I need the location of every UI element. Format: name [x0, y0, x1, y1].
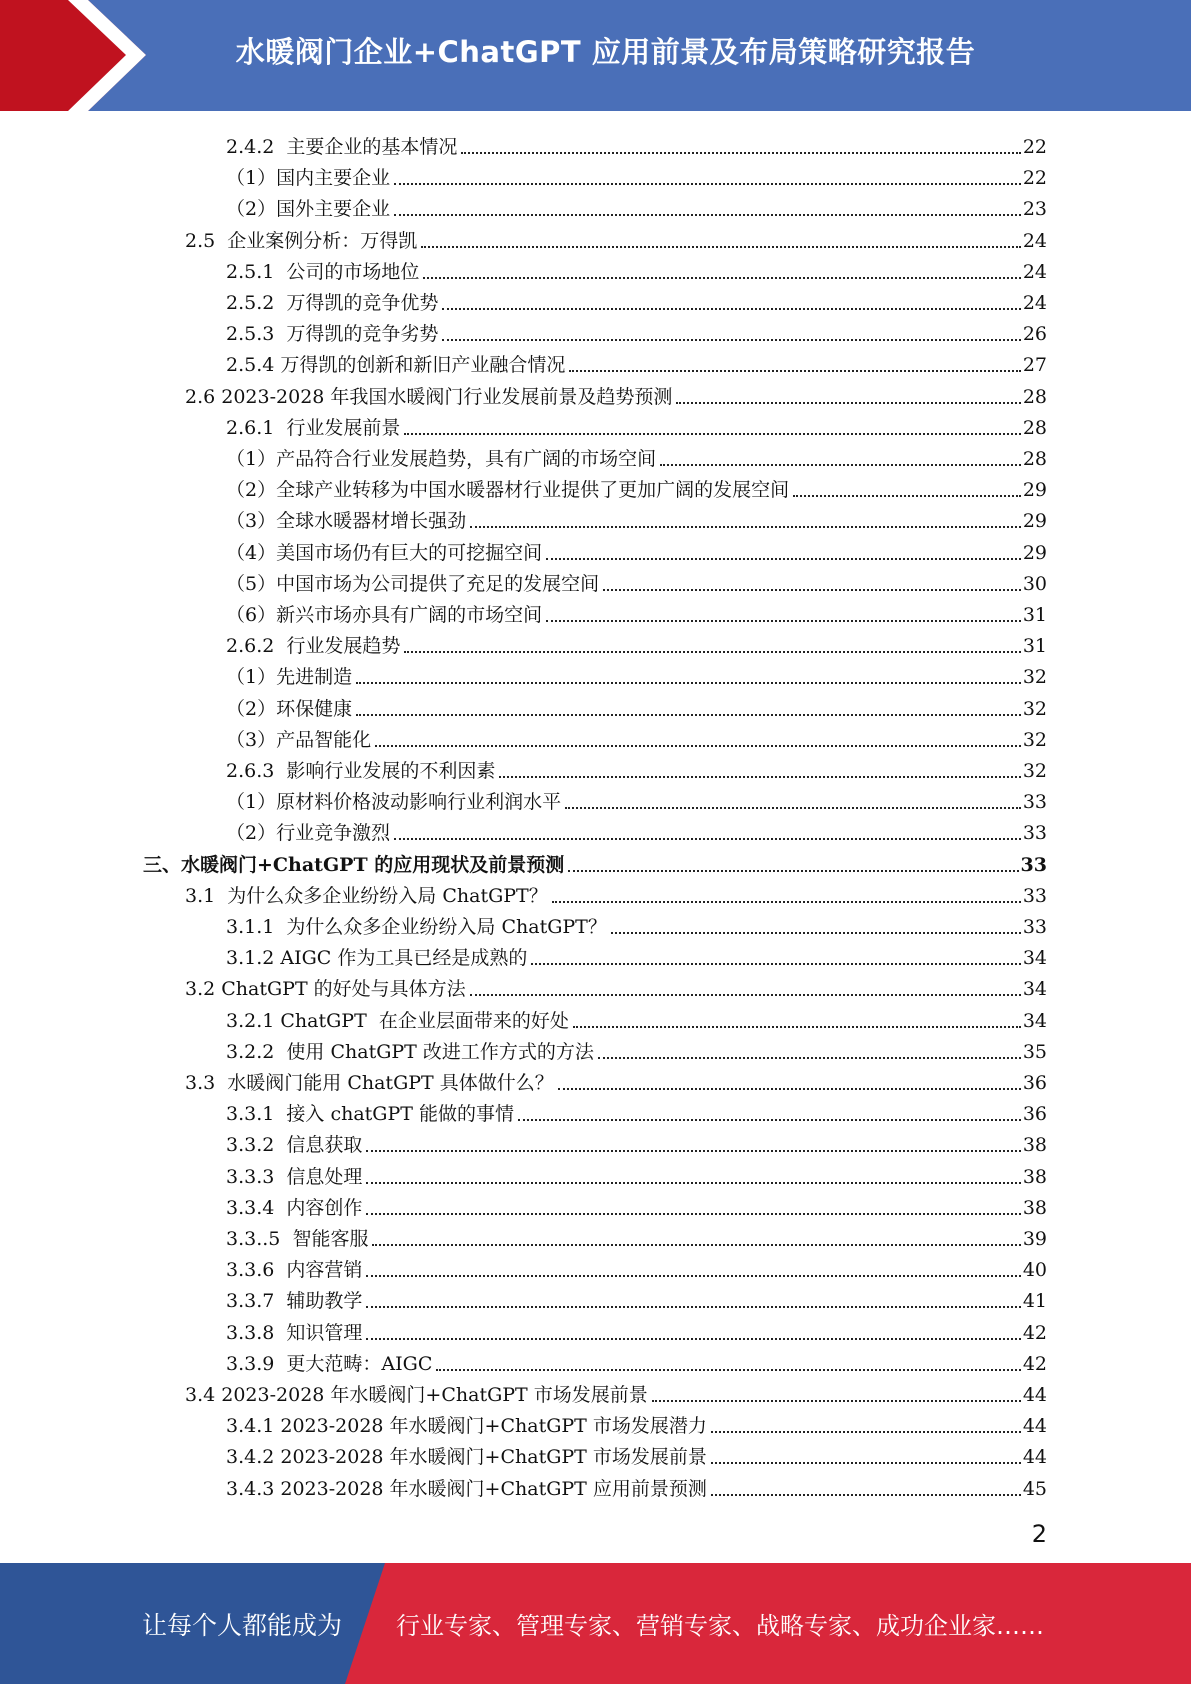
toc-entry-page: 23 [1022, 198, 1047, 221]
toc-entry[interactable] [226, 1251, 1047, 1282]
toc-entry-page: 34 [1022, 947, 1047, 970]
toc-entry-title: （5）中国市场为公司提供了充足的发展空间 [226, 572, 600, 595]
toc-entry-title: （6）新兴市场亦具有广阔的市场空间 [226, 604, 543, 626]
toc-entry[interactable] [185, 970, 1047, 1001]
toc-entry-title: 3.2.2 使用 ChatGPT 改进工作方式的方法 [226, 1040, 594, 1063]
toc-entry-title: （2）行业竞争激烈 [226, 822, 391, 845]
toc-dot-leader [568, 870, 1018, 872]
page-number: 2 [1031, 1520, 1047, 1548]
toc-dot-leader [531, 963, 1020, 965]
toc-entry[interactable] [226, 440, 1047, 471]
toc-entry[interactable] [226, 596, 1047, 627]
report-title: 水暖阀门企业+ChatGPT 应用前景及布局策略研究报告 [235, 34, 976, 69]
toc-dot-leader [499, 776, 1020, 778]
toc-dot-leader [404, 651, 1020, 653]
toc-entry[interactable] [226, 908, 1047, 939]
toc-entry-page: 27 [1022, 354, 1047, 377]
toc-entry-page: 42 [1022, 1352, 1047, 1375]
toc-entry-page: 31 [1022, 604, 1047, 626]
toc-dot-leader [676, 402, 1020, 404]
toc-entry-page: 36 [1022, 1103, 1047, 1126]
toc-entry-title: 2.5 企业案例分析：万得凯 [185, 229, 418, 252]
toc-entry[interactable] [185, 1376, 1047, 1407]
toc-dot-leader [569, 370, 1020, 372]
toc-entry-page: 35 [1022, 1040, 1047, 1063]
toc-entry-page: 32 [1022, 728, 1047, 751]
toc-entry[interactable] [226, 1407, 1047, 1438]
toc-dot-leader [366, 1338, 1020, 1340]
toc-entry-page: 29 [1022, 479, 1047, 502]
toc-entry-title: 3.4 2023-2028 年水暖阀门+ChatGPT 市场发展前景 [185, 1384, 648, 1406]
toc-entry[interactable] [226, 1158, 1047, 1189]
toc-entry[interactable] [226, 471, 1047, 502]
toc-dot-leader [611, 932, 1021, 934]
toc-dot-leader [603, 589, 1021, 591]
toc-entry[interactable] [226, 721, 1047, 752]
toc-entry[interactable] [226, 752, 1047, 783]
toc-entry[interactable] [226, 1033, 1047, 1064]
toc-entry[interactable] [226, 690, 1047, 721]
header-band [0, 0, 1191, 111]
toc-entry[interactable] [226, 159, 1047, 190]
toc-entry-page: 22 [1022, 167, 1047, 190]
toc-entry[interactable] [226, 814, 1047, 845]
toc-entry[interactable] [143, 846, 1047, 877]
toc-entry-title: 2.5.2 万得凯的竞争优势 [226, 292, 439, 314]
toc-entry[interactable] [226, 1470, 1047, 1501]
toc-entry-page: 24 [1022, 292, 1047, 314]
toc-entry[interactable] [226, 1220, 1047, 1251]
toc-entry-page: 33 [1022, 791, 1047, 814]
toc-dot-leader [366, 1213, 1020, 1215]
toc-entry-page: 38 [1022, 1196, 1047, 1219]
toc-dot-leader [394, 214, 1021, 216]
toc-entry[interactable] [226, 1345, 1047, 1376]
toc-entry-title: 3.3.6 内容营销 [226, 1259, 363, 1282]
toc-entry-title: 3.1 为什么众多企业纷纷入局 ChatGPT？ [185, 884, 548, 907]
toc-entry-page: 42 [1022, 1321, 1047, 1344]
toc-entry[interactable] [185, 1064, 1047, 1095]
toc-dot-leader [660, 464, 1021, 466]
toc-dot-leader [711, 1431, 1021, 1433]
toc-entry-page: 34 [1022, 978, 1047, 1001]
toc-entry-title: 3.3.3 信息处理 [226, 1165, 363, 1188]
toc-entry-page: 26 [1022, 323, 1047, 346]
toc-entry-title: 3.3.9 更大范畴：AIGC [226, 1352, 433, 1375]
toc-entry-title: 3.2.1 ChatGPT 在企业层面带来的好处 [226, 1009, 569, 1032]
toc-entry-title: （1）先进制造 [226, 666, 353, 689]
toc-entry-title: （2）全球产业转移为中国水暖器材行业提供了更加广阔的发展空间 [226, 479, 790, 502]
toc-entry[interactable] [226, 1314, 1047, 1345]
toc-entry-title: 3.3..5 智能客服 [226, 1228, 369, 1250]
toc-entry-page: 28 [1022, 416, 1047, 439]
toc-entry[interactable] [226, 1002, 1047, 1033]
toc-entry-page: 39 [1022, 1228, 1047, 1250]
toc-entry-page: 33 [1022, 884, 1047, 907]
toc-entry-title: 3.2 ChatGPT 的好处与具体方法 [185, 978, 466, 1001]
toc-entry-title: （1）产品符合行业发展趋势，具有广阔的市场空间 [226, 448, 657, 470]
toc-entry-page: 41 [1022, 1290, 1047, 1313]
toc-entry-page: 29 [1022, 510, 1047, 533]
toc-entry[interactable] [226, 1126, 1047, 1157]
toc-dot-leader [711, 1462, 1021, 1464]
toc-entry-title: 2.5.4 万得凯的创新和新旧产业融合情况 [226, 354, 566, 377]
toc-dot-leader [394, 838, 1021, 840]
toc-dot-leader [470, 994, 1021, 996]
toc-entry[interactable] [185, 378, 1047, 409]
toc-entry-title: 2.6.1 行业发展前景 [226, 416, 401, 439]
toc-dot-leader [366, 1275, 1020, 1277]
toc-dot-leader [598, 1057, 1021, 1059]
toc-entry-page: 32 [1022, 760, 1047, 782]
toc-entry-title: （3）产品智能化 [226, 728, 372, 751]
toc-entry-title: 3.4.1 2023-2028 年水暖阀门+ChatGPT 市场发展潜力 [226, 1415, 707, 1438]
toc-entry-page: 36 [1022, 1072, 1047, 1094]
toc-entry-title: 3.1.1 为什么众多企业纷纷入局 ChatGPT？ [226, 916, 607, 938]
toc-dot-leader [366, 1182, 1020, 1184]
toc-dot-leader [552, 901, 1021, 903]
toc-entry-page: 40 [1022, 1259, 1047, 1282]
toc-dot-leader [375, 745, 1021, 747]
toc-entry-page: 22 [1022, 136, 1047, 158]
toc-entry[interactable] [226, 284, 1047, 315]
toc-dot-leader [394, 183, 1021, 185]
toc-dot-leader [372, 1244, 1020, 1246]
toc-entry-title: （3）全球水暖器材增长强劲 [226, 510, 467, 533]
toc-dot-leader [518, 1119, 1021, 1121]
toc-entry-title: 3.3.7 辅助教学 [226, 1290, 363, 1313]
toc-entry-page: 29 [1022, 541, 1047, 564]
toc-entry-page: 32 [1022, 666, 1047, 689]
footer-slogan-right: 行业专家、管理专家、营销专家、战略专家、成功企业家…… [396, 1612, 1044, 1640]
toc-entry-page: 28 [1022, 448, 1047, 470]
toc-entry-page: 30 [1022, 572, 1047, 595]
toc-entry[interactable] [226, 128, 1047, 159]
toc-entry[interactable] [185, 877, 1047, 908]
toc-entry-page: 24 [1022, 229, 1047, 252]
toc-entry-title: 2.5.3 万得凯的竞争劣势 [226, 323, 439, 346]
toc-dot-leader [652, 1400, 1021, 1402]
toc-entry-title: （2）国外主要企业 [226, 198, 391, 221]
toc-dot-leader [436, 1369, 1020, 1371]
toc-entry-page: 28 [1022, 385, 1047, 408]
toc-entry-title: 3.3.1 接入 chatGPT 能做的事情 [226, 1103, 514, 1126]
toc-dot-leader [442, 308, 1020, 310]
toc-dot-leader [793, 495, 1021, 497]
toc-dot-leader [423, 277, 1020, 279]
toc-entry[interactable] [226, 627, 1047, 658]
toc-entry[interactable] [226, 658, 1047, 689]
toc-entry-page: 31 [1022, 635, 1047, 658]
toc-entry-title: 2.6.3 影响行业发展的不利因素 [226, 760, 496, 782]
toc-entry[interactable] [226, 565, 1047, 596]
toc-entry-title: 3.3.4 内容创作 [226, 1196, 363, 1219]
toc-dot-leader [565, 807, 1021, 809]
toc-entry[interactable] [185, 222, 1047, 253]
toc-entry-title: 3.1.2 AIGC 作为工具已经是成熟的 [226, 947, 528, 970]
toc-entry[interactable] [226, 346, 1047, 377]
footer-slogan-left: 让每个人都能成为 [142, 1610, 343, 1640]
toc-entry-title: （1）原材料价格波动影响行业利润水平 [226, 791, 562, 814]
toc-entry-page: 33 [1022, 916, 1047, 938]
toc-dot-leader [356, 682, 1021, 684]
toc-entry[interactable] [226, 534, 1047, 565]
toc-entry-page: 34 [1022, 1009, 1047, 1032]
toc-entry[interactable] [226, 253, 1047, 284]
toc-dot-leader [546, 620, 1021, 622]
toc-dot-leader [573, 1026, 1021, 1028]
toc-entry-title: 2.6.2 行业发展趋势 [226, 635, 401, 658]
toc-dot-leader [470, 526, 1021, 528]
toc-entry-page: 38 [1022, 1134, 1047, 1157]
toc-entry-title: 3.4.3 2023-2028 年水暖阀门+ChatGPT 应用前景预测 [226, 1477, 707, 1500]
toc-entry-title: 2.5.1 公司的市场地位 [226, 260, 420, 283]
toc-entry[interactable] [226, 939, 1047, 970]
toc-dot-leader [711, 1494, 1021, 1496]
toc-entry-page: 38 [1022, 1165, 1047, 1188]
toc-dot-leader [366, 1306, 1020, 1308]
toc-entry-page: 33 [1022, 822, 1047, 845]
toc-entry-title: 2.6 2023-2028 年我国水暖阀门行业发展前景及趋势预测 [185, 385, 673, 408]
toc-entry-title: （4）美国市场仍有巨大的可挖掘空间 [226, 541, 543, 564]
toc-dot-leader [421, 246, 1021, 248]
toc-entry-page: 32 [1022, 697, 1047, 720]
toc-dot-leader [356, 714, 1021, 716]
toc-entry[interactable] [226, 1282, 1047, 1313]
toc-entry-page: 44 [1022, 1415, 1047, 1438]
toc-entry-page: 33 [1020, 853, 1047, 876]
toc-entry-page: 44 [1022, 1384, 1047, 1406]
toc-entry[interactable] [226, 502, 1047, 533]
toc-entry[interactable] [226, 1095, 1047, 1126]
toc-entry-title: 2.4.2 主要企业的基本情况 [226, 136, 458, 158]
toc-entry[interactable] [226, 1189, 1047, 1220]
toc-entry[interactable] [226, 409, 1047, 440]
toc-dot-leader [366, 1150, 1020, 1152]
toc-entry-title: 三、水暖阀门+ChatGPT 的应用现状及前景预测 [143, 853, 565, 876]
toc-entry[interactable] [226, 783, 1047, 814]
toc-entry-title: 3.4.2 2023-2028 年水暖阀门+ChatGPT 市场发展前景 [226, 1446, 707, 1469]
toc-dot-leader [404, 433, 1020, 435]
toc-entry-title: 3.3 水暖阀门能用 ChatGPT 具体做什么？ [185, 1072, 554, 1094]
toc-entry-title: （1）国内主要企业 [226, 167, 391, 190]
toc-entry-title: 3.3.8 知识管理 [226, 1321, 363, 1344]
toc-dot-leader [558, 1088, 1021, 1090]
toc-entry-page: 44 [1022, 1446, 1047, 1469]
toc-entry-page: 24 [1022, 260, 1047, 283]
toc-entry[interactable] [226, 190, 1047, 221]
toc-dot-leader [442, 339, 1020, 341]
footer-band [0, 1563, 1191, 1684]
toc-entry[interactable] [226, 1438, 1047, 1469]
toc-entry[interactable] [226, 315, 1047, 346]
toc-dot-leader [461, 152, 1020, 154]
toc-dot-leader [546, 558, 1021, 560]
toc-entry-title: 3.3.2 信息获取 [226, 1134, 363, 1157]
toc-entry-page: 45 [1022, 1477, 1047, 1500]
toc-entry-title: （2）环保健康 [226, 697, 353, 720]
